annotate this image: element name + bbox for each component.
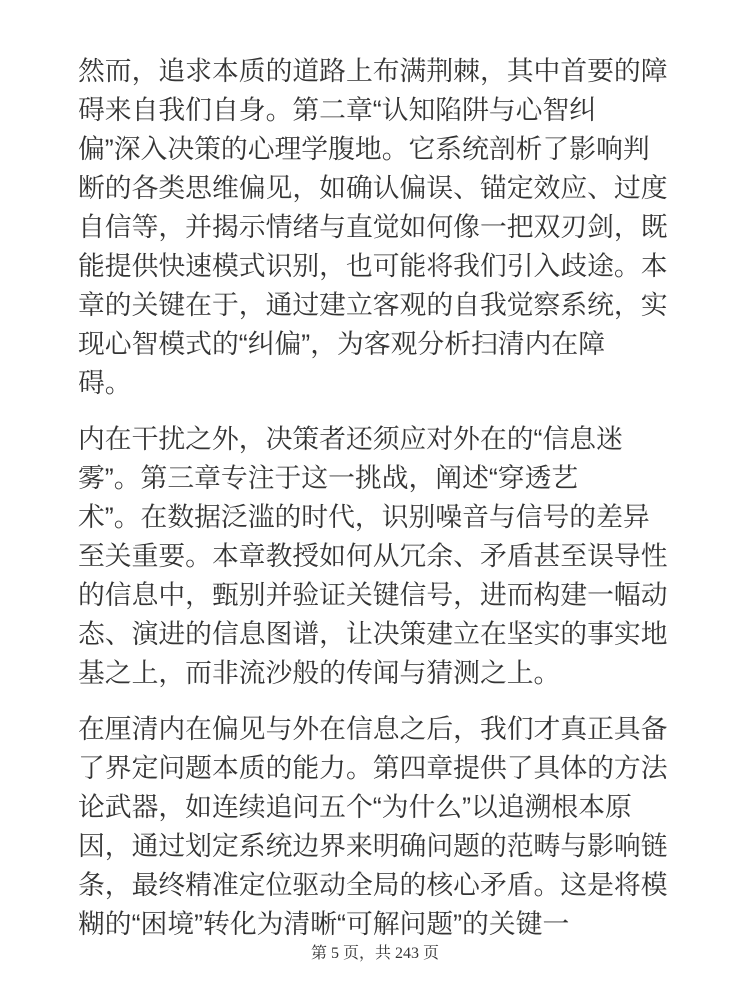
text-line: 内在干扰之外，决策者还须应对外在的“信息迷 [78,424,623,454]
paragraph [78,52,678,403]
text-line: 能提供快速模式识别，也可能将我们引入歧途。本 [78,251,668,281]
text-line: 了界定问题本质的能力。第四章提供了具体的方法 [78,753,668,783]
text-line: 的信息中，甄别并验证关键信号，进而构建一幅动 [78,580,668,610]
text-line: 章的关键在于，通过建立客观的自我觉察系统，实 [78,290,668,320]
text-line: 术”。在数据泛滥的时代，识别噪音与信号的差异 [78,502,650,532]
text-line: 断的各类思维偏见，如确认偏误、锚定效应、过度 [78,173,668,203]
text-line: 雾”。第三章专注于这一挑战，阐述“穿透艺 [78,463,579,493]
paragraph [78,420,678,693]
text-line: 碍。 [78,368,132,398]
text-line: 在厘清内在偏见与外在信息之后，我们才真正具备 [78,714,668,744]
text-line: 碍来自我们自身。第二章“认知陷阱与心智纠 [78,95,597,125]
text-line: 自信等，并揭示情绪与直觉如何像一把双刃剑，既 [78,212,668,242]
text-line: 糊的“困境”转化为清晰“可解问题”的关键一 [78,909,570,939]
text-line: 论武器，如连续追问五个“为什么”以追溯根本原 [78,792,632,822]
text-line: 因，通过划定系统边界来明确问题的范畴与影响链 [78,831,668,861]
page-number-indicator: 第 5 页，共 243 页 [310,945,439,962]
text-line: 基之上，而非流沙般的传闻与猜测之上。 [78,658,561,688]
text-line: 态、演进的信息图谱，让决策建立在坚实的事实地 [78,619,668,649]
text-line: 现心智模式的“纠偏”，为客观分析扫清内在障 [78,329,605,359]
text-line: 条，最终精准定位驱动全局的核心矛盾。这是将模 [78,870,668,900]
text-line: 偏”深入决策的心理学腹地。它系统剖析了影响判 [78,134,650,164]
text-line: 然而，追求本质的道路上布满荆棘，其中首要的障 [78,56,668,86]
text-line: 至关重要。本章教授如何从冗余、矛盾甚至误导性 [78,541,668,571]
page-body [78,52,678,961]
paragraph [78,710,678,944]
